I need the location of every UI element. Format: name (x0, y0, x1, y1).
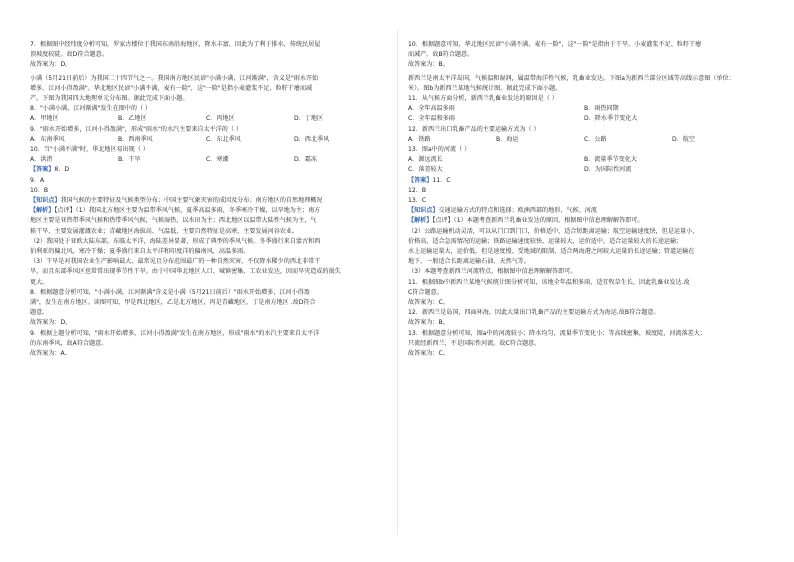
question-11: 11．从气候方面分析，新西兰乳畜业发达的原因是（ ） (408, 95, 558, 103)
question-13: 13．图a中的河流（ ） (408, 146, 471, 154)
explain-line (408, 216, 760, 226)
answer-value: 11．C (432, 176, 451, 184)
option: A．东南季风 (30, 135, 65, 143)
right-column (408, 40, 760, 359)
explain-label: 【解析】 (30, 207, 55, 215)
q13-analysis-line: 只流经新西兰，不是国际性河流。故C符合题意。 (408, 339, 541, 347)
question-10: 10．当"小满不满"时，华北地区易出现（ ） (30, 146, 149, 154)
q8-answer: 故答案为：D。 (30, 319, 72, 327)
q10-options (30, 155, 382, 165)
option: A．全年高温多雨 (408, 105, 455, 113)
knowledge-point-line (408, 206, 760, 216)
q11-options (408, 104, 760, 114)
intro-line: 米）。图b为新西兰某地气候统计图。据此完成下面小题。 (408, 84, 562, 92)
knowledge-point-label: 【知识点】 (408, 207, 439, 215)
explain-text: （3）干旱是对我国农业生产影响最大、最常见且分布范围最广的一种自然灾害，不仅降水稀少的西北非常干 (30, 258, 321, 266)
q10-answer: 故答案为：B。 (408, 61, 449, 69)
option: A．源远流长 (408, 156, 443, 164)
explain-text: 水上运输运量大，运价低，但是速度慢、受地域的限制，适合两海港之间较大运量的长途运输；管道运输在 (408, 248, 695, 256)
answer-label: 【答案】 (30, 166, 55, 174)
q8-analysis-line: 满"，发生在南方地区。读图可知，甲是西北地区，乙是北方地区，丙是青藏地区，丁是南方地区 .故D符合 (30, 299, 316, 307)
q10-analysis-line: 而减产。故B符合题意。 (408, 51, 474, 59)
option: D．航空 (672, 135, 695, 143)
q11-analysis-line: 11．根据图b中新西兰某地气候统计图分析可知，该地全年温和多雨，适宜牧草生长，因此乳畜业发达.故 (408, 278, 690, 286)
option: B．西南季风 (118, 135, 153, 143)
knowledge-point-text: 我国气候的主要特征及气候类型分布；中国主要气象灾害的成因及分布；南方地区的自然地理概况 (60, 197, 323, 205)
option: C．全年温和多雨 (408, 115, 455, 123)
answer-value: 8．D (54, 166, 70, 174)
option: B．干旱 (118, 156, 141, 164)
q12-answer: 故答案为：B。 (408, 319, 449, 327)
answer-value: 10．B (30, 186, 49, 194)
column-divider (397, 30, 398, 535)
q9-analysis-line: 9．根据上题分析可知，"雨水开始增多，江河小得盈满"发生在南方地区，形成"雨水"的水汽主要来自太平洋 (30, 329, 320, 337)
question-12: 12．新西兰出口乳畜产品的主要运输方式为（ ） (408, 125, 540, 133)
option: A．洪涝 (30, 156, 53, 164)
explain-text: 伯利亚的偏北风，寒冷干燥；夏季盛行来自太平洋和印度洋的偏南风，高温多雨。 (30, 248, 250, 256)
option: C．东北季风 (206, 135, 241, 143)
knowledge-point-text: 交通运输方式的特点和选择；欧洲西部的地形、气候、河流 (438, 207, 597, 215)
intro-line: 新西兰是南太平洋岛国，气候温和湿润，属温带海洋性气候，乳畜业发达。下图a为新西兰部分区域等高线示意图（单位： (408, 74, 735, 82)
option: C．寒潮 (206, 156, 229, 164)
q8-analysis-line: 8．根据题意分析可知，"小满小满，江河渐满"含义是小满（5月21日前后）"雨水开始增多，江河小得盈 (30, 288, 310, 296)
q13-analysis-line: 13．根据题意分析可知，图a中的河流较小；降水均匀，流量季节变化小；等高线密集，坡度陡，河流落差大； (408, 329, 706, 337)
q9-options (30, 135, 382, 145)
knowledge-point-label: 【知识点】 (30, 197, 61, 205)
intro-line: 产。下图为我国四大地理单元分布图。据此完成下面小题。 (30, 95, 189, 103)
q7-answer: 故答案为：D。 (30, 61, 72, 69)
explain-text: 价格高，适合急需情况的运输；铁路运输速度较快、运量较大，运价适中，适合运量较大的长途运输； (408, 237, 683, 245)
explain-text: 地区主要是亚热带季风气候和热带季风气候，气候湿热，以水田为主；西北地区以温带大陆性气候为主，气 (30, 217, 317, 225)
q12-analysis-line: 12．新西兰是岛国，四面环海，因此大量出口乳畜产品的主要运输方式为海运.故B符合题意。 (408, 309, 660, 317)
option: D．为国际性河流 (584, 166, 632, 174)
q7-analysis-line: 7．根据图中经纬度分析可知，罗家古楼位于我国东南沿海地区，降水丰富，因此为了利于排水，传统民居屋 (30, 41, 321, 48)
explain-text: （2）公路运输机动灵活，可以从门口到门口，价格适中，适合短距离运输；航空运输速度快，但是运量小， (408, 227, 699, 235)
q13-options (408, 155, 760, 165)
explain-text: 旱，而且东部季风区也常常出现季节性干旱。由于中国华北地区人口、城镇密集，工农业发达，因而旱灾造成的损失 (30, 268, 341, 276)
option: A．甲地区 (30, 115, 59, 123)
explain-text: （3）本题考查新西兰河流特点，根据图中信息理解解答即可。 (408, 268, 577, 276)
explain-text: 【点评】（1）本题考查新西兰乳畜业发达的原因，根据图中信息理解解答即可。 (432, 217, 644, 225)
option: D．霜冻 (294, 156, 317, 164)
option: D．丁地区 (294, 115, 324, 123)
answer-value: 12．B (408, 186, 427, 194)
option: B．流量季节变化大 (584, 156, 637, 164)
explain-label: 【解析】 (408, 217, 433, 225)
answer-value: 9．A (30, 176, 45, 184)
left-column (30, 40, 382, 359)
q7-analysis-line: 顶坡度较陡。故D符合题意。 (30, 51, 108, 59)
option: B．海运 (496, 135, 519, 143)
option: A．铁路 (408, 135, 431, 143)
option: C．落差较大 (408, 166, 443, 174)
question-8: 8．"小满小满，江河渐满"发生在图中的（ ） (30, 105, 152, 113)
explain-text: （2）我国处于亚欧大陆东部，东临太平洋，海陆差异显著，形成了典型的季风气候。冬季盛行来自蒙古和西 (30, 237, 321, 245)
answer-line (408, 176, 760, 186)
option: D．降水季节变化大 (584, 115, 638, 123)
answer-line (30, 165, 382, 175)
explain-text: 【点评】（1）我国北方地区主要为温带季风气候，夏季高温多雨，冬季寒冷干燥，以旱地为主；南方 (54, 207, 321, 215)
explain-line (30, 206, 382, 216)
explain-text: 候干旱，主要发展灌溉农业；青藏地区海拔高、气温低，主要自然特征是高寒，主要发展河谷农业。 (30, 227, 299, 235)
q11-answer: 故答案为：C。 (408, 299, 449, 307)
option: C．丙地区 (206, 115, 235, 123)
intro-line: 小满（5月21日前后）为我国二十四节气之一。我国南方地区民谚"小满小满，江河渐满"，含义是"雨水开始 (30, 74, 319, 82)
option: C．公路 (584, 135, 607, 143)
option: B．雨热同期 (584, 105, 619, 113)
question-9: 9．"雨水开始增多，江河小得盈满"，形成"雨水"的水汽主要来自太平洋的（ ） (30, 125, 243, 133)
answer-value: 13．C (408, 197, 427, 205)
q9-answer: 故答案为：A。 (30, 350, 71, 358)
q11-analysis-line: C符合题意。 (408, 288, 443, 296)
q10-analysis-line: 10．根据题意可知，华北地区民谚"小满不满，麦有一险"，这"一险"是指由于干旱，小麦灌浆不足、粒籽干瘪 (408, 41, 702, 48)
answer-label: 【答案】 (408, 176, 433, 184)
option: D．西北季风 (294, 135, 330, 143)
intro-line: 增多，江河小得盈满"。华北地区民谚"小满不满，麦有一险"，这"一险"是指小麦灌浆不足、粒籽干瘪而减 (30, 84, 313, 92)
explain-text: 地下，一般适合长距离运输石油、天然气等。 (408, 258, 530, 266)
option: B．乙地区 (118, 115, 147, 123)
q11-options (408, 114, 760, 124)
knowledge-point-line (30, 196, 382, 206)
q8-analysis-line: 题意。 (30, 309, 49, 317)
q12-options (408, 135, 760, 145)
explain-text: 更大。 (30, 278, 49, 286)
q8-options (30, 114, 382, 124)
q9-analysis-line: 的东南季风，故A符合题意。 (30, 339, 108, 347)
q13-options (408, 165, 760, 175)
q13-answer: 故答案为：C。 (408, 350, 449, 358)
